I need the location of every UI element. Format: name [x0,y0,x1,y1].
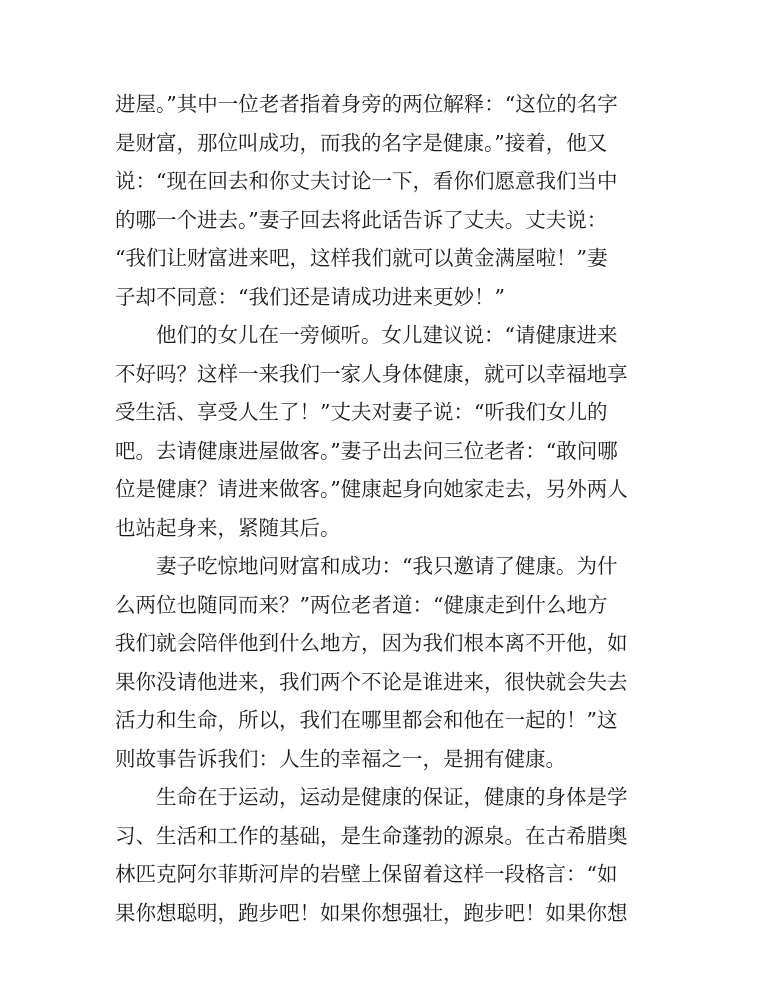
text-line: 子却不同意：“我们还是请成功进来更妙！” [115,284,505,309]
text-line: 习、生活和工作的基础，是生命蓬勃的源泉。在古希腊奥 [115,823,628,848]
text-line: 妻子吃惊地问财富和成功：“我只邀请了健康。为什 [115,554,618,578]
text-line: 林匹克阿尔菲斯河岸的岩壁上保留着这样一段格言：“如 [115,862,618,886]
text-line: 果你想聪明，跑步吧！如果你想强壮，跑步吧！如果你想 [115,900,628,925]
article-body [115,85,645,932]
text-line: 受生活、享受人生了！”丈夫对妻子说：“听我们女儿的 [115,400,608,424]
text-line: 的哪一个进去。”妻子回去将此话告诉了丈夫。丈夫说： [115,207,608,232]
text-line: 也站起身来，紧随其后。 [115,515,341,540]
text-line: 么两位也随同而来？”两位老者道：“健康走到什么地方 [115,592,608,617]
text-line: 是财富，那位叫成功，而我的名字是健康。”接着，他又 [115,130,608,155]
text-line: “我们让财富进来吧，这样我们就可以黄金满屋啦！”妻 [115,246,608,270]
text-line: 吧。去请健康进屋做客。”妻子出去问三位老者：“敢问哪 [115,438,618,463]
text-line: 生命在于运动，运动是健康的保证，健康的身体是学 [115,785,628,809]
text-line: 进屋。”其中一位老者指着身旁的两位解释：“这位的名字 [115,92,618,116]
text-line: 位是健康？请进来做客。”健康起身向她家走去，另外两人 [115,477,628,501]
text-line: 他们的女儿在一旁倾听。女儿建议说：“请健康进来 [115,323,618,347]
text-line: 我们就会陪伴他到什么地方，因为我们根本离不开他，如 [115,631,628,655]
text-line: 不好吗？这样一来我们一家人身体健康，就可以幸福地享 [115,361,628,386]
text-line: 活力和生命，所以，我们在哪里都会和他在一起的！”这 [115,708,618,732]
text-line: 说：“现在回去和你丈夫讨论一下，看你们愿意我们当中 [115,169,618,193]
text-line: 则故事告诉我们：人生的幸福之一，是拥有健康。 [115,746,566,771]
text-line: 果你没请他进来，我们两个不论是谁进来，很快就会失去 [115,669,628,694]
